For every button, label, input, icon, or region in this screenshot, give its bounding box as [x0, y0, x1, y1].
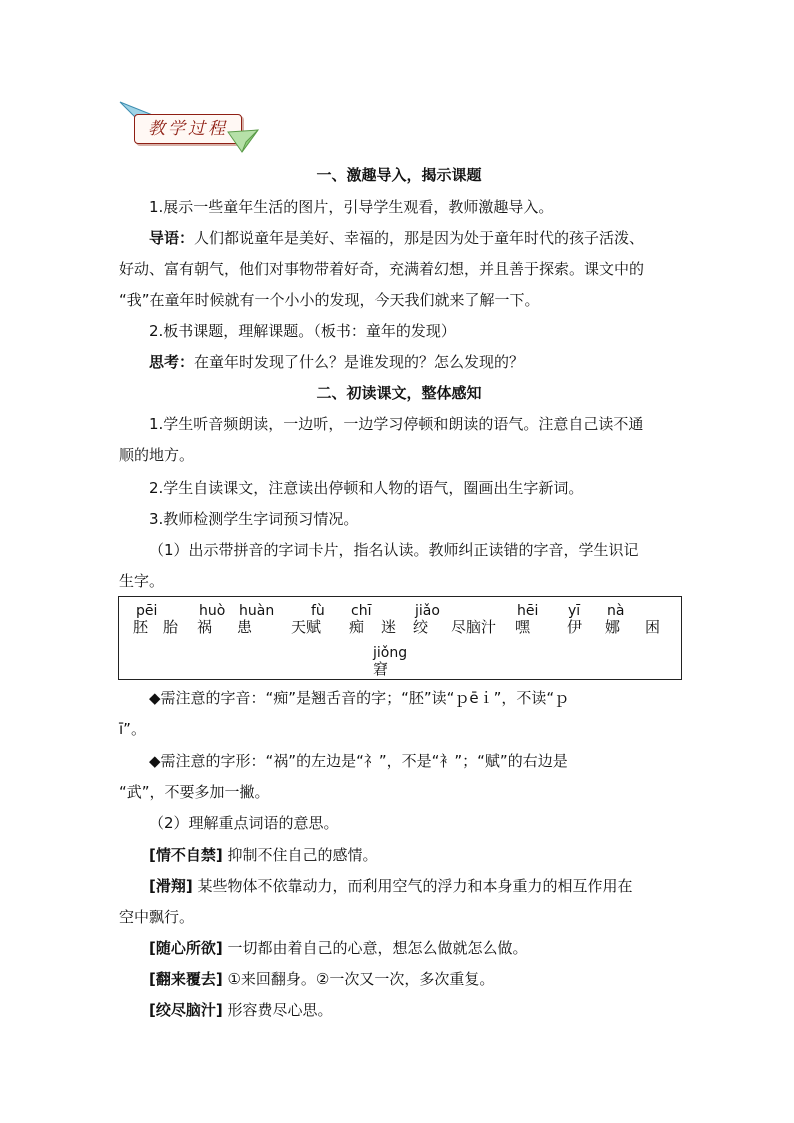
- note2-line2: “武”，不要多加一撇。: [119, 783, 270, 801]
- vocab-def: 一切都由着自己的心意，想怎么做就怎么做。: [222, 939, 528, 957]
- vocab-def: 空中飘行。: [119, 908, 195, 926]
- vocab-term: [滑翔]: [149, 877, 193, 895]
- vocab-item: [119, 876, 679, 896]
- word-jinnaozhi: 尽脑汁: [451, 618, 497, 636]
- intro-line-3: “我”在童年时候就有一个小小的发现，今天我们就来了解一下。: [119, 291, 540, 309]
- paper-plane-small-icon: [226, 128, 260, 156]
- word-jiao: 绞: [413, 618, 429, 636]
- note1-line2: ī”。: [119, 720, 146, 738]
- vocab-item: [119, 969, 679, 989]
- pinyin-jiong: jiǒng: [373, 645, 408, 661]
- pinyin-fu: fù: [311, 603, 325, 619]
- vocab-item: [119, 938, 679, 958]
- teaching-process-badge: [118, 100, 260, 156]
- note1-line1: ◆需注意的字音：“痴”是翘舌音的字；“胚”读“ｐēｉ”，不读“ｐ: [149, 689, 570, 707]
- section2-p4-line1: （1）出示带拼音的字词卡片，指名认读。教师纠正读错的字音，学生识记: [149, 541, 639, 559]
- word-chi: 痴: [349, 618, 365, 636]
- section1-p2: 2.板书课题，理解课题。（板书：童年的发现）: [149, 322, 456, 340]
- word-tai: 胎: [163, 618, 179, 636]
- section2-p1-line1: 1.学生听音频朗读，一边听，一边学习停顿和朗读的语气。注意自己读不通: [149, 415, 644, 433]
- intro-label: 导语：: [149, 229, 195, 247]
- think-label: 思考：: [149, 353, 195, 371]
- pinyin-jiao: jiǎo: [415, 603, 440, 619]
- word-mi: 迷: [381, 618, 397, 636]
- section2-p3: 3.教师检测学生字词预习情况。: [149, 510, 359, 528]
- badge-label: 教学过程: [148, 119, 228, 139]
- pinyin-yi: yī: [568, 603, 581, 619]
- section2-p1-line2: 顺的地方。: [119, 446, 195, 464]
- word-huo: 祸: [197, 618, 213, 636]
- pinyin-chi: chī: [351, 603, 372, 619]
- pinyin-huan: huàn: [239, 603, 275, 619]
- vocab-item-continued: [119, 907, 679, 927]
- intro-line-2: 好动、富有朝气，他们对事物带着好奇，充满着幻想，并且善于探索。课文中的: [119, 260, 645, 278]
- think-line: [119, 352, 679, 372]
- vocab-def: 形容费尽心思。: [222, 1001, 333, 1019]
- pinyin-huo: huò: [199, 603, 226, 619]
- intro-text-1: 人们都说童年是美好、幸福的，那是因为处于童年时代的孩子活泼、: [194, 229, 645, 247]
- intro-line-1: [119, 228, 679, 248]
- section2-p5: （2）理解重点词语的意思。: [149, 814, 339, 832]
- pinyin-pei: pēi: [136, 603, 158, 619]
- section2-p4-line2: 生字。: [119, 572, 165, 590]
- vocab-def: ①来回翻身。②一次又一次，多次重复。: [222, 970, 495, 988]
- word-pei: 胚: [133, 618, 149, 636]
- word-hei: 嘿: [515, 618, 531, 636]
- pinyin-hei: hēi: [517, 603, 539, 619]
- word-kun: 困: [645, 618, 661, 636]
- vocab-item: [119, 845, 679, 865]
- word-na: 娜: [605, 618, 621, 636]
- word-huan: 患: [237, 618, 253, 636]
- think-text: 在童年时发现了什么？是谁发现的？怎么发现的？: [194, 353, 525, 371]
- word-card: [118, 596, 682, 680]
- vocab-term: [翻来覆去]: [149, 970, 223, 988]
- note2-line1: ◆需注意的字形：“祸”的左边是“礻”，不是“衤”；“赋”的右边是: [149, 752, 568, 770]
- section2-p2: 2.学生自读课文，注意读出停顿和人物的语气，圈画出生字新词。: [149, 479, 584, 497]
- section1-p1: 1.展示一些童年生活的图片，引导学生观看，教师激趣导入。: [149, 198, 554, 216]
- vocab-term: [绞尽脑汁]: [149, 1001, 223, 1019]
- pinyin-na: nà: [607, 603, 625, 619]
- vocab-item: [119, 1000, 679, 1020]
- section1-heading: 一、激趣导入，揭示课题: [316, 166, 482, 184]
- vocab-def: 某些物体不依靠动力，而利用空气的浮力和本身重力的相互作用在: [192, 877, 633, 895]
- vocab-term: [随心所欲]: [149, 939, 223, 957]
- section2-heading: 二、初读课文，整体感知: [316, 384, 482, 402]
- word-jiong: 窘: [373, 660, 389, 678]
- vocab-term: [情不自禁]: [149, 846, 223, 864]
- vocab-def: 抑制不住自己的感情。: [222, 846, 378, 864]
- word-yi: 伊: [567, 618, 583, 636]
- word-tianfu: 天赋: [291, 618, 322, 636]
